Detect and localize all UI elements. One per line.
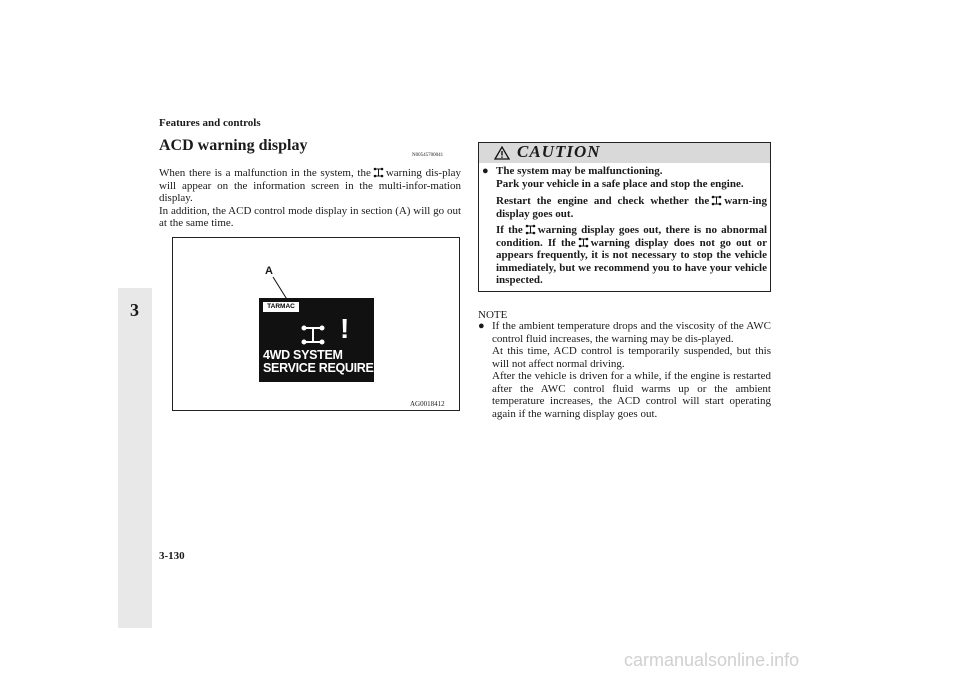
bullet: ●: [478, 320, 485, 332]
note-para-1: If the ambient temperature drops and the viscosity of the AWC control fluid increases, the warning may be dis-played.: [492, 320, 771, 345]
watermark-link[interactable]: carmanualsonline.info: [624, 650, 800, 670]
chapter-tab: [118, 288, 152, 628]
bullet: ●: [482, 165, 489, 177]
caution-line-4: [496, 224, 767, 287]
paragraph-1: [159, 167, 461, 205]
section-title: ACD warning display: [159, 137, 308, 154]
caution-item: [482, 165, 767, 287]
figure-label-a: A: [265, 265, 273, 277]
drivetrain-warning-icon: [300, 325, 326, 345]
caution-line-2: Park your vehicle in a safe place and stop the engine.: [496, 177, 744, 190]
caution-title: CAUTION: [517, 142, 601, 161]
note-body: [478, 320, 771, 420]
para1-end: warning dis-play will appear on the information screen in the multi-infor-mation display.: [159, 167, 462, 204]
caution-body: [482, 165, 767, 287]
caution-triangle-icon: [494, 146, 510, 160]
note-para-3: After the vehicle is driven for a while, if the engine is restarted after the AWC control fluid warms up or the ambient temperature increases, the ACD control will start operating again if the warning display goes out.: [492, 370, 771, 420]
caution-line-3: [496, 195, 767, 220]
section-body: [159, 167, 461, 230]
caution-line-3-start: Restart the engine and check whether the: [496, 195, 710, 207]
caution-line-3-end: warn-ing display goes out.: [496, 195, 767, 220]
figure-code: AG0018412: [410, 400, 445, 408]
section-code: N00545700041: [412, 153, 444, 158]
drivetrain-warning-icon: [711, 195, 722, 206]
drivetrain-warning-icon: [525, 224, 536, 235]
warning-line-1: 4WD SYSTEM: [263, 348, 343, 362]
mode-label: TARMAC: [263, 302, 299, 312]
page-number: 3-130: [159, 550, 185, 562]
caution-line-1: The system may be malfunctioning.: [496, 165, 663, 177]
drivetrain-warning-icon: [373, 167, 384, 178]
caution-line-4-start: If the: [496, 224, 523, 236]
caution-line-4-end: warning display does not go out or appears frequently, it is not necessary to stop the vehicle immediately, but we recommend you to have your vehicle inspected.: [496, 236, 767, 286]
warning-line-2: SERVICE REQUIRED: [263, 361, 383, 375]
note-para-2: At this time, ACD control is temporarily suspended, but this will not affect normal driving.: [492, 345, 771, 370]
note-label: NOTE: [478, 309, 508, 321]
paragraph-2: In addition, the ACD control mode display in section (A) will go out at the same time.: [159, 204, 461, 229]
note-item: [478, 320, 771, 420]
warning-exclamation: !: [340, 313, 350, 344]
para1-start: When there is a malfunction in the system, the: [159, 167, 371, 179]
caution-line-4-mid: warning display goes out, there is no abnormal condition. If the: [496, 224, 768, 249]
section-header: Features and controls: [159, 117, 261, 129]
warning-message: [263, 349, 382, 375]
drivetrain-warning-icon: [578, 237, 589, 248]
chapter-number: 3: [130, 300, 139, 320]
